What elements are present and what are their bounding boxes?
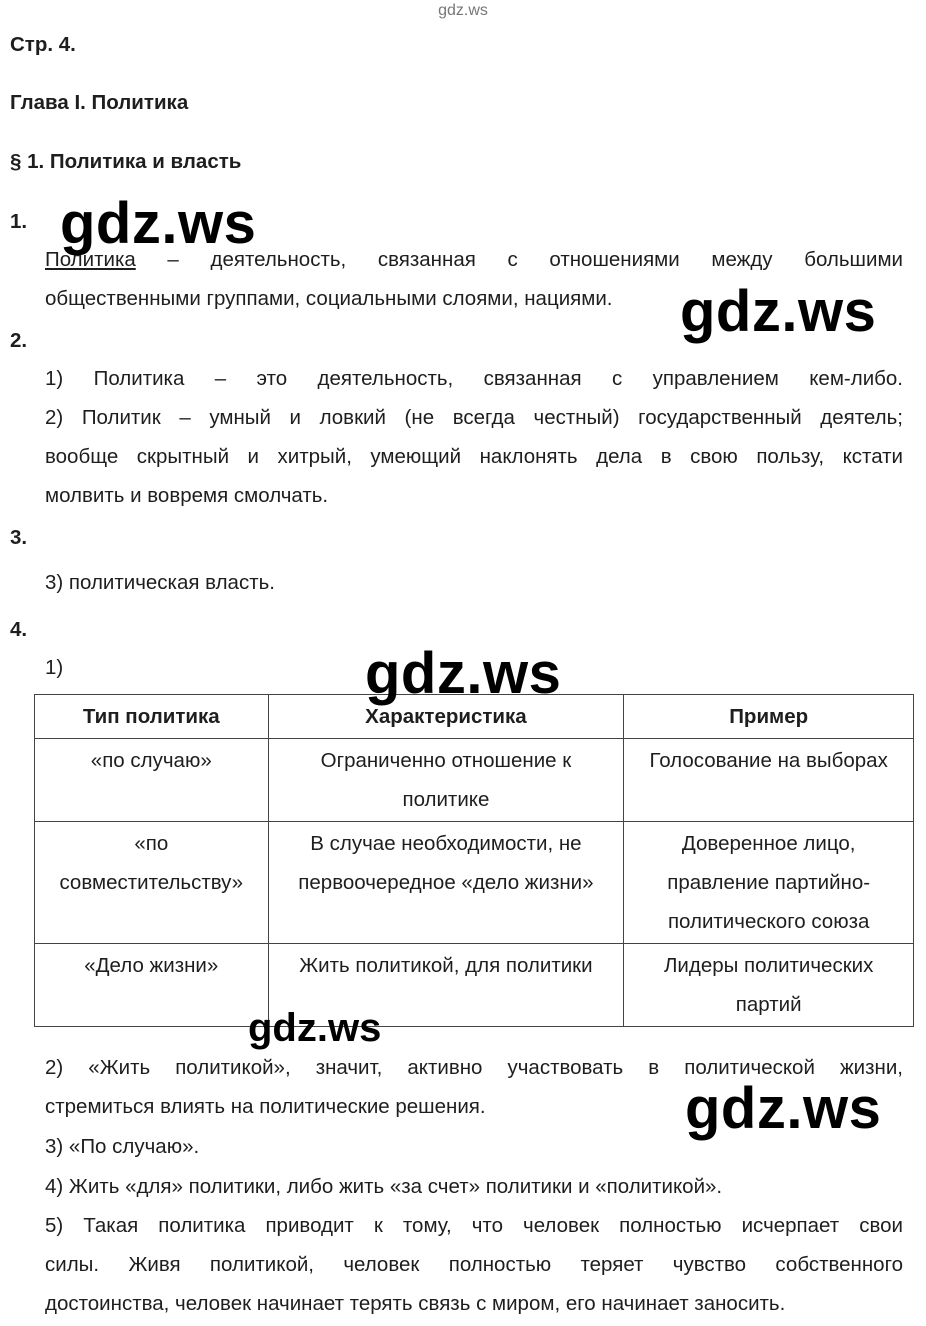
table-cell: Голосование на выборах xyxy=(624,739,914,822)
q4-line-2: стремиться влиять на политические решения. xyxy=(45,1095,486,1118)
q2-line-1: 1) Политика – это деятельность, связанная с управлением кем-либо. xyxy=(45,367,903,390)
chapter-title: Глава I. Политика xyxy=(10,91,189,114)
page-label: Стр. 4. xyxy=(10,33,76,56)
watermark-1: gdz.ws xyxy=(60,191,257,256)
question-1-number: 1. xyxy=(10,210,28,233)
q3-answer: 3) политическая власть. xyxy=(45,571,275,594)
q2-line-3: вообще скрытный и хитрый, умеющий наклонять дела в свою пользу, кстати xyxy=(45,445,903,468)
table-cell: В случае необходимости, не первоочередное «дело жизни» xyxy=(268,822,624,944)
watermark-5: gdz.ws xyxy=(685,1076,882,1141)
q4-sub-1: 1) xyxy=(45,656,64,679)
table-cell: «по совместительству» xyxy=(35,822,269,944)
table-cell: Лидеры политических партий xyxy=(624,944,914,1027)
table-cell: Жить политикой, для политики xyxy=(268,944,624,1027)
q4-line-7: достоинства, человек начинает терять связь с миром, его начинает заносить. xyxy=(45,1292,786,1315)
table-cell: Доверенное лицо, правление партийно-политического союза xyxy=(624,822,914,944)
table-row xyxy=(35,822,914,944)
table-row xyxy=(35,944,914,1027)
table-header-characteristic: Характеристика xyxy=(268,695,624,739)
watermark-2: gdz.ws xyxy=(680,279,877,344)
section-title: § 1. Политика и власть xyxy=(10,150,242,173)
q1-line-2: общественными группами, социальными слоями, нациями. xyxy=(45,287,613,310)
table-header-example: Пример xyxy=(624,695,914,739)
question-2-number: 2. xyxy=(10,329,28,352)
question-3-number: 3. xyxy=(10,526,28,549)
q1-line-1 xyxy=(45,240,903,279)
table-header-type: Тип политика xyxy=(35,695,269,739)
watermark-4: gdz.ws xyxy=(248,1006,382,1050)
table-cell: Ограниченно отношение к политике xyxy=(268,739,624,822)
q2-line-2: 2) Политик – умный и ловкий (не всегда честный) государственный деятель; xyxy=(45,406,903,429)
q4-line-3: 3) «По случаю». xyxy=(45,1135,200,1158)
q1-definition: – деятельность, связанная с отношениями между большими xyxy=(135,248,903,271)
table-row xyxy=(35,739,914,822)
politician-types-table xyxy=(34,694,914,1027)
watermark-top: gdz.ws xyxy=(438,2,488,19)
table-cell: «Дело жизни» xyxy=(35,944,269,1027)
table-cell: «по случаю» xyxy=(35,739,269,822)
watermark-3: gdz.ws xyxy=(365,641,562,706)
q4-line-1: 2) «Жить политикой», значит, активно участвовать в политической жизни, xyxy=(45,1056,903,1079)
q1-term: Политика xyxy=(45,248,136,271)
q4-line-5: 5) Такая политика приводит к тому, что человек полностью исчерпает свои xyxy=(45,1214,903,1237)
q4-line-6: силы. Живя политикой, человек полностью теряет чувство собственного xyxy=(45,1253,903,1276)
q4-line-4: 4) Жить «для» политики, либо жить «за счет» политики и «политикой». xyxy=(45,1175,723,1198)
q2-line-4: молвить и вовремя смолчать. xyxy=(45,484,329,507)
question-4-number: 4. xyxy=(10,618,28,641)
